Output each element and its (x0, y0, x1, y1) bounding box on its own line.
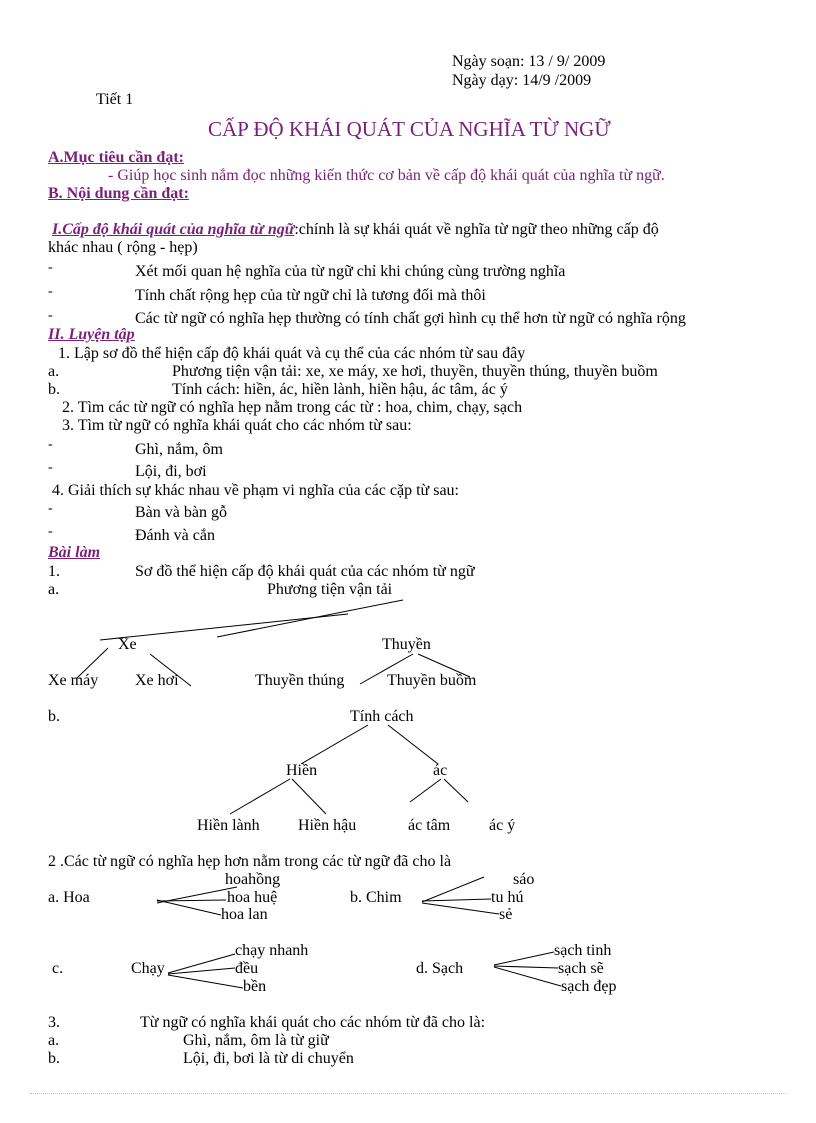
part1-bullet-3: Các từ ngữ có nghĩa hẹp thường có tính chất gợi hình cụ thể hơn từ ngữ có nghĩa rộng (135, 310, 686, 327)
connector-chay (168, 975, 243, 988)
part1-bullet-2: Tính chất rộng hẹp của từ ngữ chỉ là tương đối mà thôi (135, 287, 486, 304)
connector-chim (422, 877, 484, 902)
diagram-b-leaf: Hiền hậu (298, 817, 357, 834)
bullet-dash: - (48, 284, 53, 299)
connector-root-right (217, 600, 403, 637)
sach-item: sạch đẹp (561, 978, 617, 995)
connector-chay (168, 954, 235, 973)
diagram-a-leaf: Xe máy (48, 672, 99, 689)
connector-hoa (157, 900, 226, 901)
diagram-a-leaf: Thuyền thúng (255, 672, 345, 689)
section-b-heading: B. Nội dung cần đạt: (48, 185, 189, 202)
question-3: 3. Tìm từ ngữ có nghĩa khái quát cho các nhóm từ sau: (62, 417, 412, 434)
question-1b-label: b. (48, 381, 60, 398)
connector-xe-xemay (77, 648, 108, 678)
connector-tc-hien (301, 725, 368, 764)
diagram-b-right-node: ác (433, 762, 448, 779)
answer-2: 2 .Các từ ngữ có nghĩa hẹp hơn nằm trong các từ ngữ đã cho là (48, 853, 452, 870)
chay-item: bền (243, 978, 267, 995)
answer-3b: Lội, đi, bơi là từ di chuyển (183, 1050, 354, 1067)
question-3-item-2: Lội, đi, bơi (135, 463, 207, 480)
connector-hien-lanh (230, 779, 290, 814)
chay-item: chạy nhanh (235, 942, 309, 959)
part1-line2: khác nhau ( rộng - hẹp) (48, 239, 198, 256)
hoa-item: hoa huệ (227, 889, 278, 906)
diagram-a-label: a. (48, 581, 60, 598)
bullet-dash: - (48, 460, 53, 475)
bullet-dash: - (48, 501, 53, 516)
question-1a-label: a. (48, 363, 60, 380)
answer-3-label: 3. (48, 1014, 60, 1031)
hoa-item: hoa lan (221, 906, 268, 923)
connector-hoa (157, 900, 221, 915)
chay-item: đều (235, 960, 259, 977)
answer-1: Sơ đồ thể hiện cấp độ khái quát của các nhóm từ ngữ (135, 563, 475, 580)
section-a-heading: A.Mục tiêu cần đạt: (48, 149, 184, 166)
hoa-label: a. Hoa (48, 889, 90, 906)
answer-3a: Ghì, nắm, ôm là từ giữ (183, 1032, 329, 1049)
date-prepared: Ngày soạn: 13 / 9/ 2009 (452, 53, 606, 70)
diagram-a-root: Phương tiện vận tải (267, 581, 393, 598)
sach-item: sạch sẽ (558, 960, 604, 977)
part1-label: I.Cấp độ khái quát của nghĩa từ ngữ (52, 221, 295, 238)
chay-letter: c. (52, 960, 64, 977)
connector-sach (494, 967, 561, 986)
diagram-a-right-node: Thuyền (382, 636, 431, 653)
answer-1-label: 1. (48, 563, 60, 580)
diagram-a-leaf: Thuyền buồm (387, 672, 477, 689)
question-4: 4. Giải thích sự khác nhau về phạm vi nghĩa của các cặp từ sau: (52, 482, 459, 499)
footer-divider (30, 1093, 786, 1094)
section-a-text: - Giúp học sinh nắm đọc những kiến thức cơ bản về cấp độ khái quát của nghĩa từ ngữ. (108, 167, 665, 184)
diagram-b-leaf: ác ý (489, 817, 516, 834)
hoa-item: hoahồng (225, 871, 281, 888)
connector-chim (422, 903, 499, 914)
sach-item: sạch tinh (554, 942, 612, 959)
bullet-dash: - (48, 524, 53, 539)
date-taught: Ngày dạy: 14/9 /2009 (452, 72, 592, 89)
diagram-b-root: Tính cách (350, 708, 414, 725)
diagram-b-left-node: Hiền (286, 762, 318, 779)
answer-3: Từ ngữ có nghĩa khái quát cho các nhóm từ đã cho là: (140, 1014, 486, 1031)
question-2: 2. Tìm các từ ngữ có nghĩa hẹp nằm trong các từ : hoa, chim, chạy, sạch (62, 399, 523, 416)
bullet-dash: - (48, 260, 53, 275)
connector-sach (494, 952, 554, 965)
bullet-dash: - (48, 308, 53, 323)
chim-item: sẻ (499, 906, 513, 923)
connector-chay (168, 968, 235, 974)
answer-heading: Bài làm (48, 544, 101, 561)
diagram-a-leaf: Xe hơi (135, 672, 179, 689)
connector-chim (422, 899, 491, 901)
part1-bullet-1: Xét mối quan hệ nghĩa của từ ngữ chỉ khi chúng cùng trường nghĩa (135, 263, 566, 280)
connector-ac-tam (410, 779, 441, 802)
chim-label: b. Chim (350, 889, 402, 906)
lesson-number: Tiết 1 (96, 91, 134, 108)
question-1: 1. Lập sơ đồ thể hiện cấp độ khái quát và cụ thể của các nhóm từ sau đây (58, 345, 526, 362)
connector-thuyen-buom (418, 654, 470, 677)
connector-tc-ac (388, 725, 438, 764)
connector-ac-y (444, 779, 468, 802)
part1-line1-rest: :chính là sự khái quát về nghĩa từ ngữ theo những cấp độ (294, 221, 659, 238)
chim-item: sáo (513, 871, 535, 888)
answer-3b-label: b. (48, 1050, 60, 1067)
question-4-item-1: Bàn và bàn gỗ (135, 504, 227, 521)
connector-thuyen-thung (360, 654, 413, 684)
chay-label: Chạy (131, 960, 165, 977)
connector-hien-hau (292, 779, 326, 814)
answer-3a-label: a. (48, 1032, 60, 1049)
question-1b: Tính cách: hiền, ác, hiền lành, hiền hậu, ác tâm, ác ý (172, 381, 508, 398)
bullet-dash: - (48, 437, 53, 452)
chim-item: tu hú (491, 889, 524, 906)
part2-heading: II. Luyện tập (48, 326, 135, 343)
diagram-b-leaf: Hiền lành (197, 817, 260, 834)
question-4-item-2: Đánh và cắn (135, 527, 215, 544)
connector-sach (494, 966, 558, 968)
diagram-b-leaf: ác tâm (408, 817, 451, 834)
sach-label: d. Sạch (416, 960, 464, 977)
question-1a: Phương tiện vận tải: xe, xe máy, xe hơi, thuyền, thuyền thúng, thuyền buồm (172, 363, 658, 380)
question-3-item-1: Ghì, nắm, ôm (135, 441, 223, 458)
diagram-a-left-node: Xe (118, 636, 137, 653)
page-title: CẤP ĐỘ KHÁI QUÁT CỦA NGHĨA TỪ NGỮ (208, 117, 611, 141)
connector-xe-xehoi (150, 654, 191, 686)
diagram-b-label: b. (48, 708, 60, 725)
